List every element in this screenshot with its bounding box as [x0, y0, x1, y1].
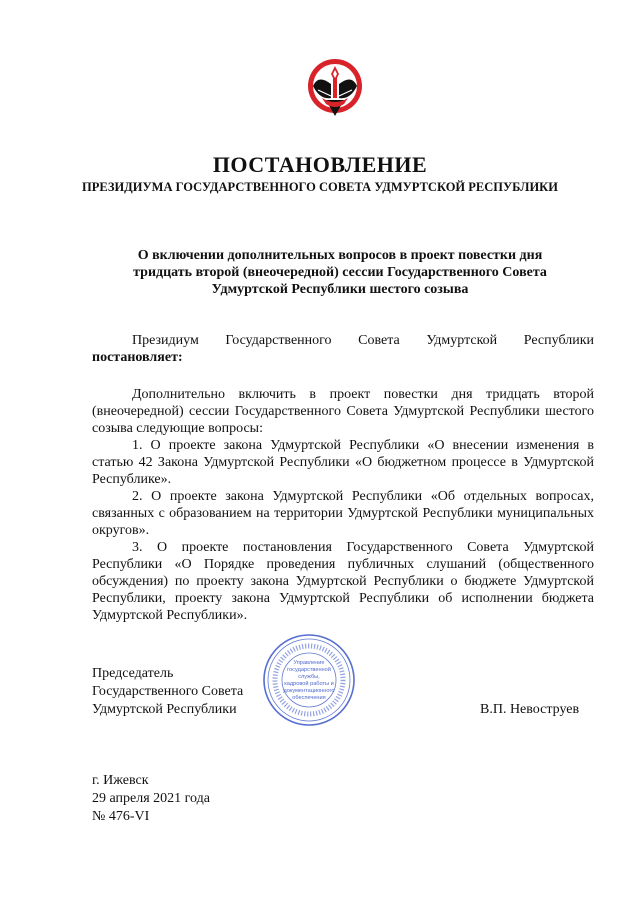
stamp-icon — [262, 633, 356, 727]
footer-number: № 476-VI — [92, 809, 150, 824]
agenda-item-1: 1. О проекте закона Удмуртской Республики «О внесении изменения в статью 42 Закона Удмуртской Республики «О бюджетном процессе в Удмуртской Республике». — [92, 438, 594, 487]
document-title: ПОСТАНОВЛЕНИЕ — [212, 152, 428, 177]
document-heading — [100, 247, 580, 298]
stamp-line: обеспечения — [292, 695, 326, 701]
signature-line: Председатель — [92, 666, 174, 681]
resolution-block — [92, 386, 594, 624]
footer-city: г. Ижевск — [92, 773, 149, 788]
document-subtitle: ПРЕЗИДИУМА ГОСУДАРСТВЕННОГО СОВЕТА УДМУРТСКОЙ РЕСПУБЛИКИ — [82, 180, 558, 194]
signature-block — [92, 665, 272, 719]
resolution-text: Дополнительно включить в проект повестки дня тридцать второй (внеочередной) сессии Государственного Совета Удмуртской Республики шестого созыва следующие вопросы: — [92, 387, 594, 436]
footer-date: 29 апреля 2021 года — [92, 791, 210, 806]
intro-bold: постановляет: — [92, 350, 183, 365]
stamp-line: государственной — [287, 667, 331, 673]
signature-line: Удмуртской Республики — [92, 702, 237, 717]
heading-line: Удмуртской Республики шестого созыва — [211, 282, 469, 297]
heading-line: тридцать второй (внеочередной) сессии Государственного Совета — [133, 265, 547, 280]
document-footer — [92, 772, 210, 826]
intro-paragraph — [92, 332, 594, 366]
stamp-line: службы, — [298, 674, 320, 680]
stamp-line: Управление — [293, 660, 325, 666]
heading-line: О включении дополнительных вопросов в проект повестки дня — [137, 248, 543, 263]
intro-text: Президиум Государственного Совета Удмуртской Республики — [132, 333, 594, 348]
agenda-item-3: 3. О проекте постановления Государственного Совета Удмуртской Республики «О Порядке проведения публичных слушаний (общественного обсуждения) по проекту закона Удмуртской Республики о бюджете Удмуртской Республики, проекту закона Удмуртской Республики об исполнении бюджета Удмуртской Республики». — [92, 540, 594, 623]
agenda-item-2: 2. О проекте закона Удмуртской Республики «Об отдельных вопросах, связанных с образованием на территории Удмуртской Республики муниципальных округов». — [92, 489, 594, 538]
signature-line: Государственного Совета — [92, 684, 244, 699]
signer-name: В.П. Невоструев — [480, 702, 580, 717]
stamp-line: кадровой работы и — [284, 681, 334, 687]
coat-of-arms-icon — [304, 56, 366, 130]
stamp-line: документационного — [283, 688, 335, 694]
